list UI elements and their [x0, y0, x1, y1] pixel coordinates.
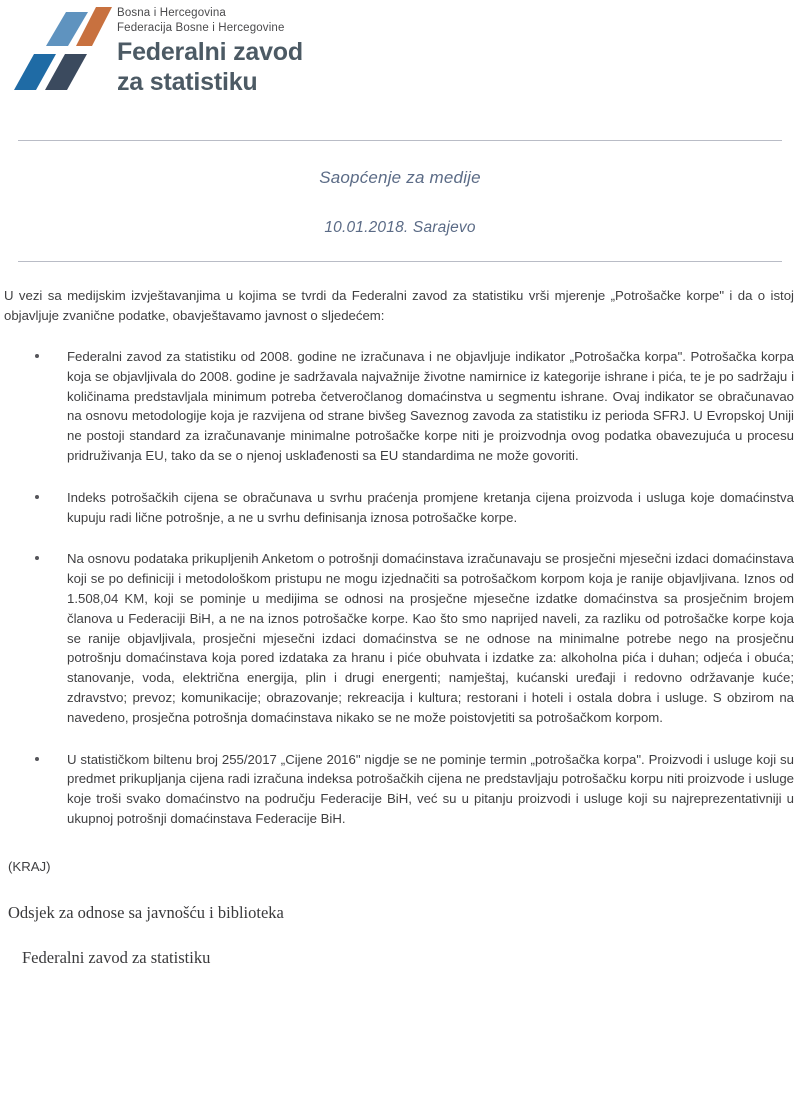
- list-item: [4, 549, 794, 727]
- country-line: Bosna i Hercegovina: [117, 7, 226, 19]
- list-item-text: Na osnovu podataka prikupljenih Anketom o potrošnji domaćinstava izračunavaju se prosječni mjesečni izdaci domaćinstava koji se po definiciji i metodološkom pristupu ne mogu izjednačiti sa potrošačkom korpom koja je ranije objavljivana. Iznos od 1.508,04 KM, koji se pominje u medijima se odnosi na prosječne mjesečne izdatke domaćinstva sa prosječnim brojem članova u Federaciji BiH, a ne na iznos potrošačke korpe. Kao što smo naprijed naveli, za razliku od potrošačke korpe koja se ranije objavljivala, prosječni mjesečni izdaci domaćinstva se ne odnose na minimalne potrebe nego na prosječnu potrošnju domaćinstava koja pored izdataka za hranu i piće obuhvata i izdatke za: alkoholna pića i duhan; odjeća i obuća; stanovanje, voda, električna energija, plin i drugi energenti; namještaj, kućanski uređaji i redovno održavanje kuće; zdravstvo; prevoz; komunikacije; obrazovanje; rekreacija i kultura; restorani i hoteli i ostala dobra i usluge. S obzirom na navedeno, prosječna potrošnja domaćinstava nikako se ne može poistovjetiti sa potrošačkom korpom.: [67, 551, 794, 725]
- document-body: [0, 262, 800, 968]
- title-block: [0, 141, 800, 261]
- bullet-dot-icon: [35, 354, 39, 358]
- list-item-text: U statističkom biltenu broj 255/2017 „Cijene 2016" nigdje se ne pominje termin „potrošačka korpa". Proizvodi i usluge koji su predmet prikupljanja cijena radi izračuna indeksa potrošačkih cijena ne predstavljaju potrošačku korpu niti proizvode i usluge koje troši svako domaćinstvo na području Federacije BiH, već su u pitanju proizvodi i usluge koji su najreprezentativniji u ukupnoj potrošnji domaćinstava Federacije BiH.: [67, 751, 794, 826]
- intro-paragraph: U vezi sa medijskim izvještavanjima u kojima se tvrdi da Federalni zavod za statistiku vrši mjerenje „Potrošačke korpe" i da o istoj objavljuje zvanične podatke, obavještavamo javnost o sljedećem:: [4, 288, 794, 323]
- federalni-zavod-logo-icon: [14, 6, 112, 92]
- department-name: Odsjek za odnose sa javnošću i biblioteka: [8, 902, 284, 922]
- bullet-list: [4, 347, 794, 829]
- organization-heading: [117, 6, 303, 95]
- document-footer: [4, 829, 794, 968]
- end-marker: (KRAJ): [8, 858, 51, 874]
- release-title: Saopćenje za medije: [319, 168, 481, 187]
- institution-name-line-1: Federalni zavod: [117, 38, 303, 66]
- bullet-dot-icon: [35, 757, 39, 761]
- list-item-text: Indeks potrošačkih cijena se obračunava u svrhu praćenja promjene kretanja cijena proizvoda i usluga koje domaćinstva kupuju radi lične potrošnje, a ne u svrhu definisanja iznosa potrošačke korpe.: [67, 489, 794, 525]
- list-item: [4, 488, 794, 528]
- list-item: [4, 750, 794, 829]
- list-item-text: Federalni zavod za statistiku od 2008. godine ne izračunava i ne objavljuje indikator „Potrošačka korpa". Potrošačka korpa koja se objavljivala do 2008. godine je sadržavala najvažnije životne namirnice iz kategorije ishrane i pića, te je po sadržaju i količinama predstavljala minimum potreba četveročlanog domaćinstva u segmentu ishrane. Ovaj indikator se obračunavao na osnovu metodologije koja je razvijena od strane bivšeg Saveznog zavoda za statistiku iz perioda SFRJ. U Evropskoj Uniji ne postoji standard za izračunavanje minimalne potrošačke korpe niti je proizvodnja ovog podatka obavezujuća u procesu pridruživanja EU, tako da se o njenoj usklađenosti sa EU standardima ne može govoriti.: [67, 349, 794, 463]
- institution-name-line-2: za statistiku: [117, 68, 258, 96]
- letterhead: [0, 0, 800, 124]
- bullet-dot-icon: [35, 556, 39, 560]
- release-date: 10.01.2018. Sarajevo: [324, 219, 476, 236]
- entity-line: Federacija Bosne i Hercegovine: [117, 21, 285, 34]
- office-name: Federalni zavod za statistiku: [22, 947, 211, 967]
- bullet-dot-icon: [35, 495, 39, 499]
- list-item: [4, 347, 794, 466]
